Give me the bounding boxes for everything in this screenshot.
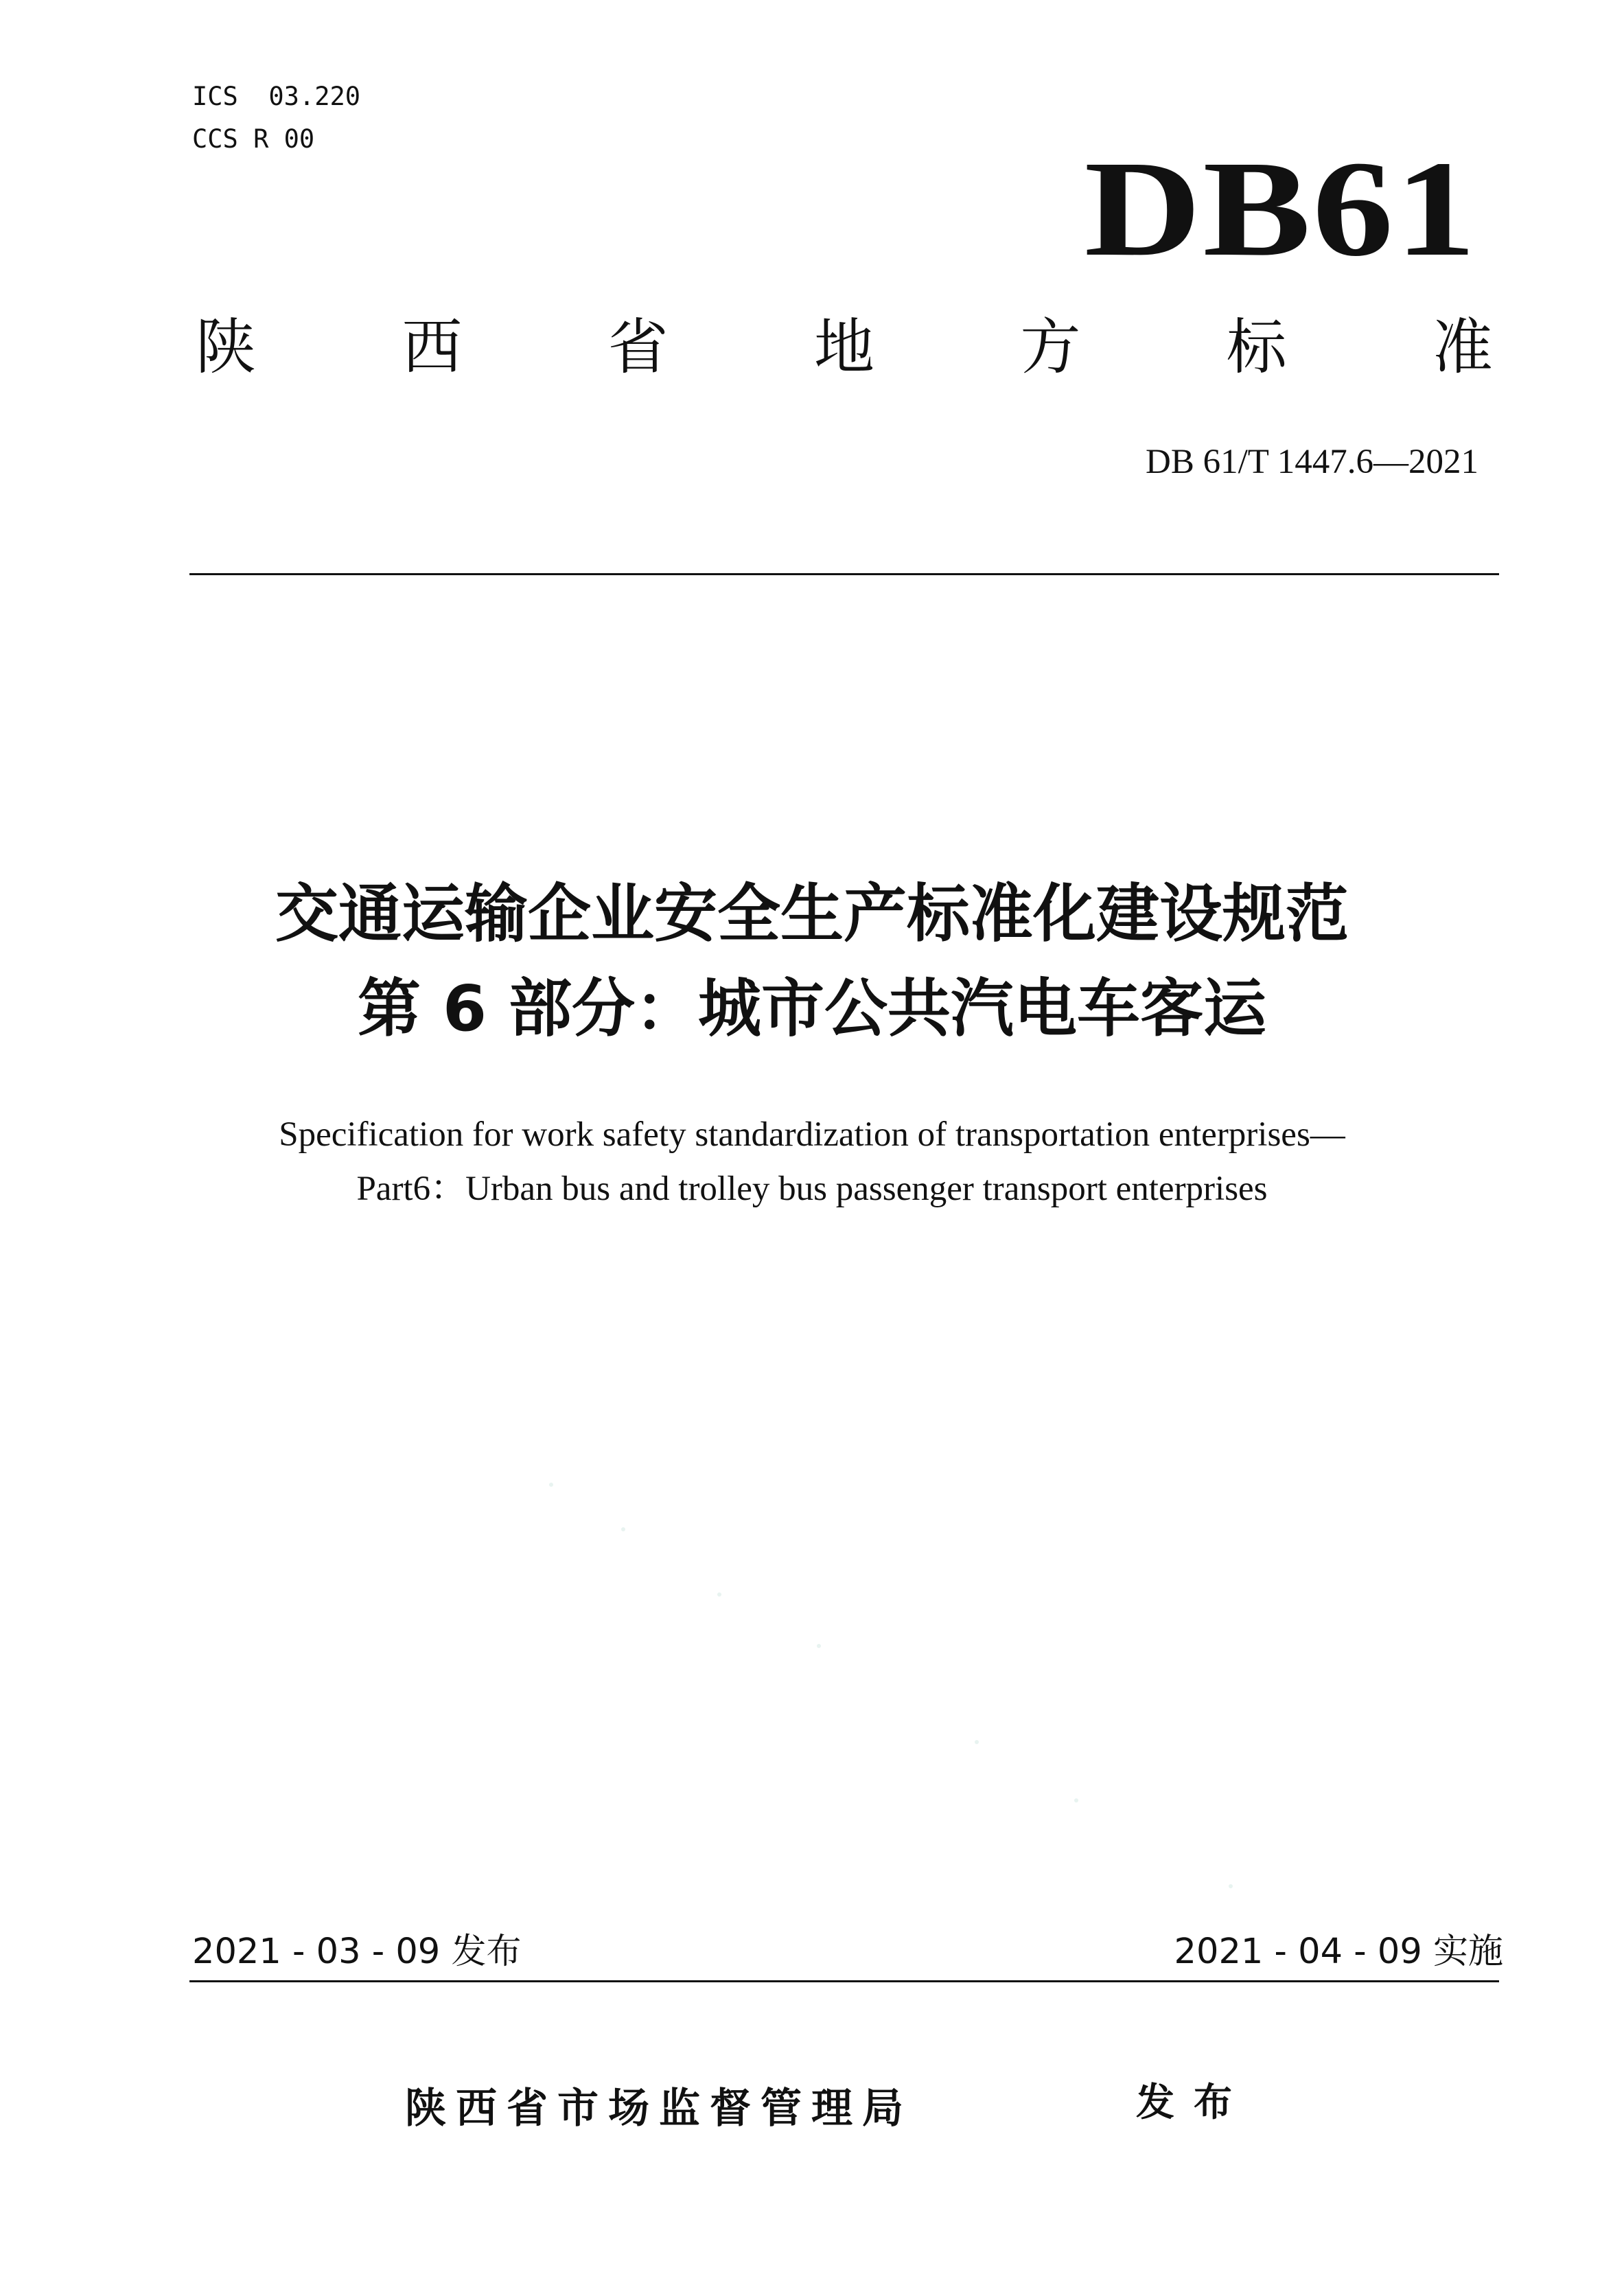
- ics-code: ICS 03.220: [192, 82, 361, 111]
- scan-speck: [975, 1740, 979, 1744]
- implement-date: 2021 - 04 - 09 实施: [1174, 1932, 1503, 1972]
- publish-date: 2021 - 03 - 09 发布: [192, 1932, 522, 1972]
- scan-speck: [549, 1483, 553, 1487]
- standard-type-char: 陕: [196, 312, 257, 382]
- standard-type-char: 地: [813, 312, 874, 382]
- ccs-code: CCS R 00: [192, 124, 315, 154]
- issuing-authority: 陕西省市场监督管理局: [405, 2085, 913, 2133]
- header-divider: [189, 573, 1499, 575]
- title-zh-line2: 第 6 部分：城市公共汽电车客运: [357, 972, 1267, 1045]
- issue-label: 发布: [1136, 2080, 1251, 2125]
- standard-type-char: 准: [1432, 312, 1493, 382]
- standard-code-logo: DB61: [1084, 133, 1478, 285]
- standard-type-char: 西: [402, 312, 463, 382]
- standard-type-heading: [196, 312, 1493, 382]
- standard-type-char: 方: [1020, 312, 1081, 382]
- standard-type-char: 省: [607, 312, 669, 382]
- standard-number: DB 61/T 1447.6—2021: [1146, 443, 1478, 481]
- scan-speck: [1229, 1884, 1233, 1888]
- scan-speck: [1074, 1798, 1078, 1802]
- title-en-line2: Part6：Urban bus and trolley bus passenger transport enterprises: [356, 1170, 1268, 1208]
- scan-speck: [817, 1644, 821, 1648]
- scan-speck: [717, 1592, 721, 1597]
- title-en-line1: Specification for work safety standardization of transportation enterprises—: [279, 1115, 1345, 1154]
- standard-type-char: 标: [1226, 312, 1287, 382]
- date-divider: [189, 1980, 1499, 1982]
- title-zh-line1: 交通运输企业安全生产标准化建设规范: [275, 877, 1349, 951]
- scan-speck: [621, 1527, 625, 1531]
